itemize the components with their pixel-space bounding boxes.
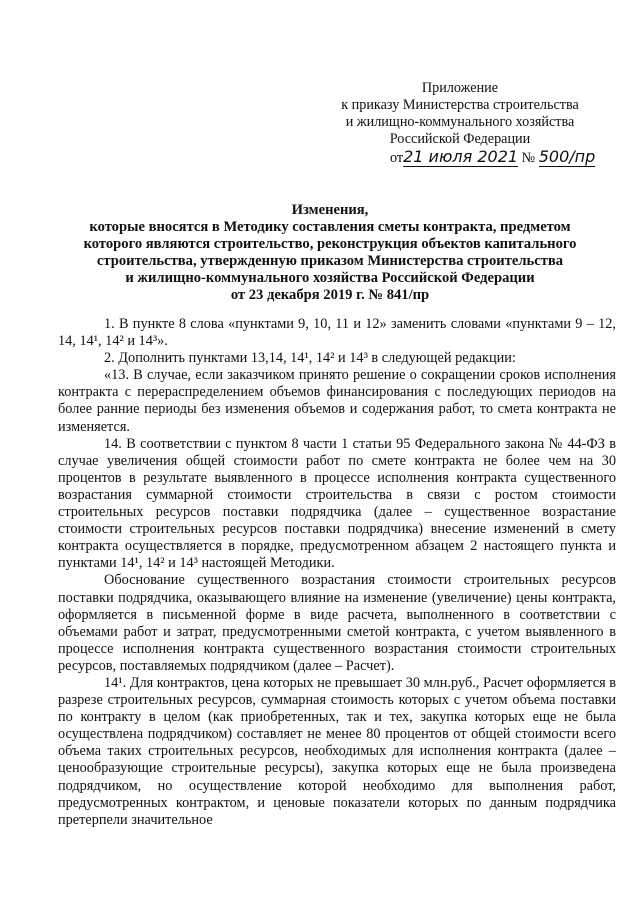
title-line-3: которого являются строительство, реконструкция объектов капитального (83, 236, 577, 252)
title-line-4: строительства, утвержденную приказом Министерства строительства (96, 253, 564, 269)
annex-date-number (300, 148, 620, 174)
paragraph-5: Обоснование существенного возрастания стоимости строительных ресурсов поставки подрядчика, оказывающего влияние на изменение (увеличение) цены контракта, оформляется в письменной форме в виде расчета, выполненного в соответствии с объемами работ и затрат, предусмотренными сметой контракта, с учетом выявленного в процессе исполнения контракта существенного возрастания стоимости строительных ресурсов, поставляемых подрядчиком (далее – Расчет). (58, 572, 616, 674)
paragraph-3: «13. В случае, если заказчиком принято решение о сокращении сроков исполнения контракта с перераспределением объемов финансирования с последующих периодов на более ранние периоды без изменения объемов и содержания работ, то смета контракта не изменяется. (58, 367, 616, 435)
annex-title: Приложение (421, 80, 499, 96)
paragraph-1: 1. В пункте 8 слова «пунктами 9, 10, 11 и 12» заменить словами «пунктами 9 – 12, 14, 14¹, 14² и 14³». (58, 316, 616, 350)
annex-block (300, 80, 620, 174)
handwritten-date: 21 июля 2021 (403, 147, 519, 166)
annex-line-3: и жилищно-коммунального хозяйства (345, 114, 575, 130)
annex-line-2: к приказу Министерства строительства (341, 97, 579, 113)
document-body (58, 316, 616, 829)
annex-line-4: Российской Федерации (389, 131, 531, 147)
paragraph-2: 2. Дополнить пунктами 13,14, 14¹, 14² и 14³ в следующей редакции: (104, 350, 516, 367)
title-line-1: Изменения, (291, 202, 369, 218)
title-line-5: и жилищно-коммунального хозяйства Российской Федерации (125, 270, 535, 286)
title-line-6: от 23 декабря 2019 г. № 841/пр (230, 287, 430, 303)
handwritten-number: 500/пр (538, 147, 596, 166)
number-prefix: № (521, 150, 536, 166)
document-title (60, 202, 600, 304)
paragraph-4: 14. В соответствии с пунктом 8 части 1 статьи 95 Федерального закона № 44-ФЗ в случае увеличения общей стоимости работ по смете контракта не более чем на 30 процентов в результате выявленного в процессе исполнения контракта существенного возрастания суммарной стоимости строительства в связи с ростом стоимости строительных ресурсов поставки подрядчика (далее – существенное возрастание стоимости строительных ресурсов поставки подрядчика) внесение изменений в смету контракта осуществляется в порядке, предусмотренном абзацем 2 настоящего пункта и пунктами 14¹, 14² и 14³ настоящей Методики. (58, 435, 616, 572)
title-line-2: которые вносятся в Методику составления сметы контракта, предметом (89, 219, 571, 235)
date-prefix: от (390, 150, 404, 166)
paragraph-6: 14¹. Для контрактов, цена которых не превышает 30 млн.руб., Расчет оформляется в разрезе строительных ресурсов, суммарная стоимость которых с учетом объема поставки по контракту в целом (как приобретенных, так и тех, закупка которых еще не была осуществлена подрядчиком) составляет не менее 80 процентов от общей стоимости всего объема таких строительных ресурсов, необходимых для исполнения контракта (далее – ценообразующие строительные ресурсы), закупка которых еще не была произведена подрядчиком, но осуществление которой необходимо для выполнения работ, предусмотренных контрактом, и ценовые показатели которых по данным подрядчика претерпели значительное (58, 674, 616, 828)
